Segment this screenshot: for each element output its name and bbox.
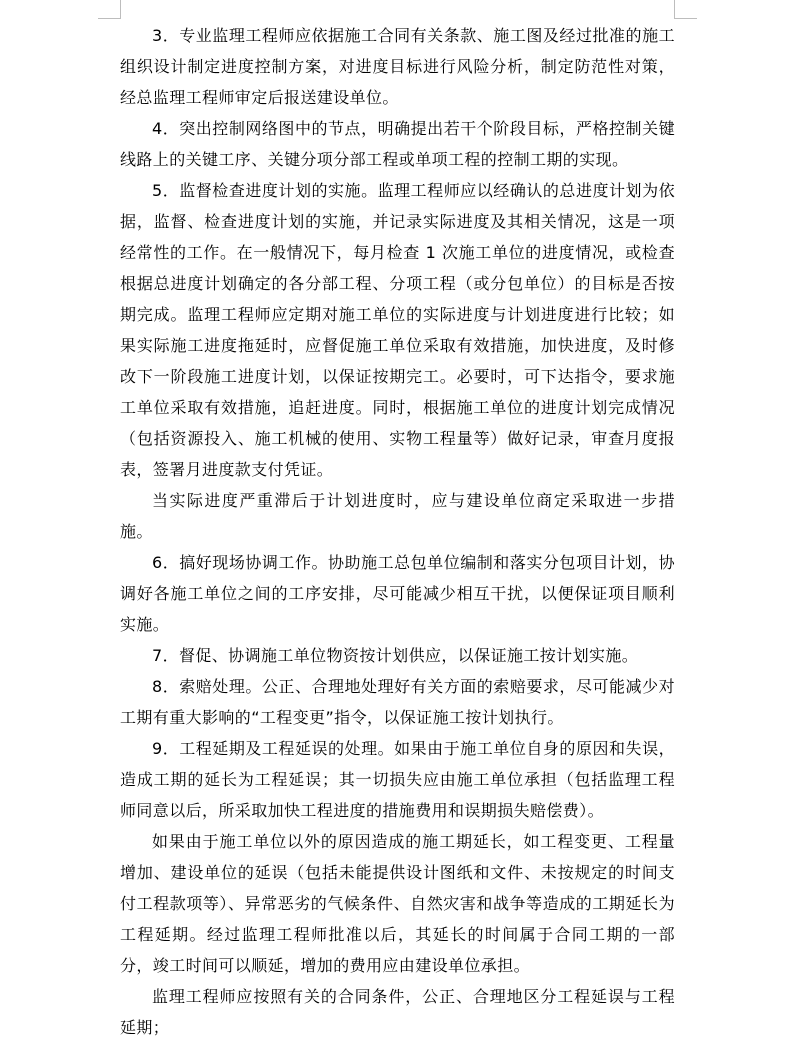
- paragraph-external-causes: 如果由于施工单位以外的原因造成的施工期延长，如工程变更、工程量增加、建设单位的延误（包括未能提供设计图纸和文件、未按规定的时间支付工程款项等）、异常恶劣的气候条件、自然灾害和战争等造成的工期延长为工程延期。经过监理工程师批准以后，其延长的时间属于合同工期的一部分，竣工时间可以顺延，增加的费用应由建设单位承担。: [120, 832, 675, 975]
- paragraph-7-material-supply: 7．督促、协调施工单位物资按计划供应，以保证施工按计划实施。: [152, 646, 639, 665]
- paragraph-9-extension-delay: 9．工程延期及工程延误的处理。如果由于施工单位自身的原因和失误，造成工期的延长为工程延误；其一切损失应由施工单位承担（包括监理工程师同意以后，所采取加快工程进度的措施费用和误期损失赔偿费）。: [120, 739, 675, 820]
- paragraph-serious-delay: 当实际进度严重滞后于计划进度时，应与建设单位商定采取进一步措施。: [120, 491, 675, 541]
- paragraph-4-network-nodes: 4．突出控制网络图中的节点，明确提出若干个阶段目标，严格控制关键线路上的关键工序、关键分项分部工程或单项工程的控制工期的实现。: [120, 119, 675, 169]
- paragraph-distinguish-delay: 监理工程师应按照有关的合同条件，公正、合理地区分工程延误与工程延期；: [120, 987, 675, 1037]
- page-corner-mark-top-left: [98, 0, 121, 19]
- paragraph-3-progress-plan: 3．专业监理工程师应依据施工合同有关条款、施工图及经过批准的施工组织设计制定进度控制方案，对进度目标进行风险分析，制定防范性对策，经总监理工程师审定后报送建设单位。: [120, 26, 675, 107]
- page-corner-mark-top-right: [674, 0, 697, 19]
- document-body: [120, 20, 675, 1043]
- paragraph-8-claims: 8．索赔处理。公正、合理地处理好有关方面的索赔要求，尽可能减少对工期有重大影响的“工程变更”指令，以保证施工按计划执行。: [120, 677, 675, 727]
- paragraph-6-site-coordination: 6．搞好现场协调工作。协助施工总包单位编制和落实分包项目计划，协调好各施工单位之间的工序安排，尽可能减少相互干扰，以便保证项目顺利实施。: [120, 553, 675, 634]
- paragraph-5-supervise-progress: 5．监督检查进度计划的实施。监理工程师应以经确认的总进度计划为依据，监督、检查进度计划的实施，并记录实际进度及其相关情况，这是一项经常性的工作。在一般情况下，每月检查 1 次施工单位的进度情况，或检查根据总进度计划确定的各分部工程、分项工程（或分包单位）的目标是否按期完成。监理工程师应定期对施工单位的实际进度与计划进度进行比较；如果实际施工进度拖延时，应督促施工单位采取有效措施，加快进度，及时修改下一阶段施工进度计划，以保证按期完工。必要时，可下达指令，要求施工单位采取有效措施，追赶进度。同时，根据施工单位的进度计划完成情况（包括资源投入、施工机械的使用、实物工程量等）做好记录，审查月度报表，签署月进度款支付凭证。: [120, 181, 675, 479]
